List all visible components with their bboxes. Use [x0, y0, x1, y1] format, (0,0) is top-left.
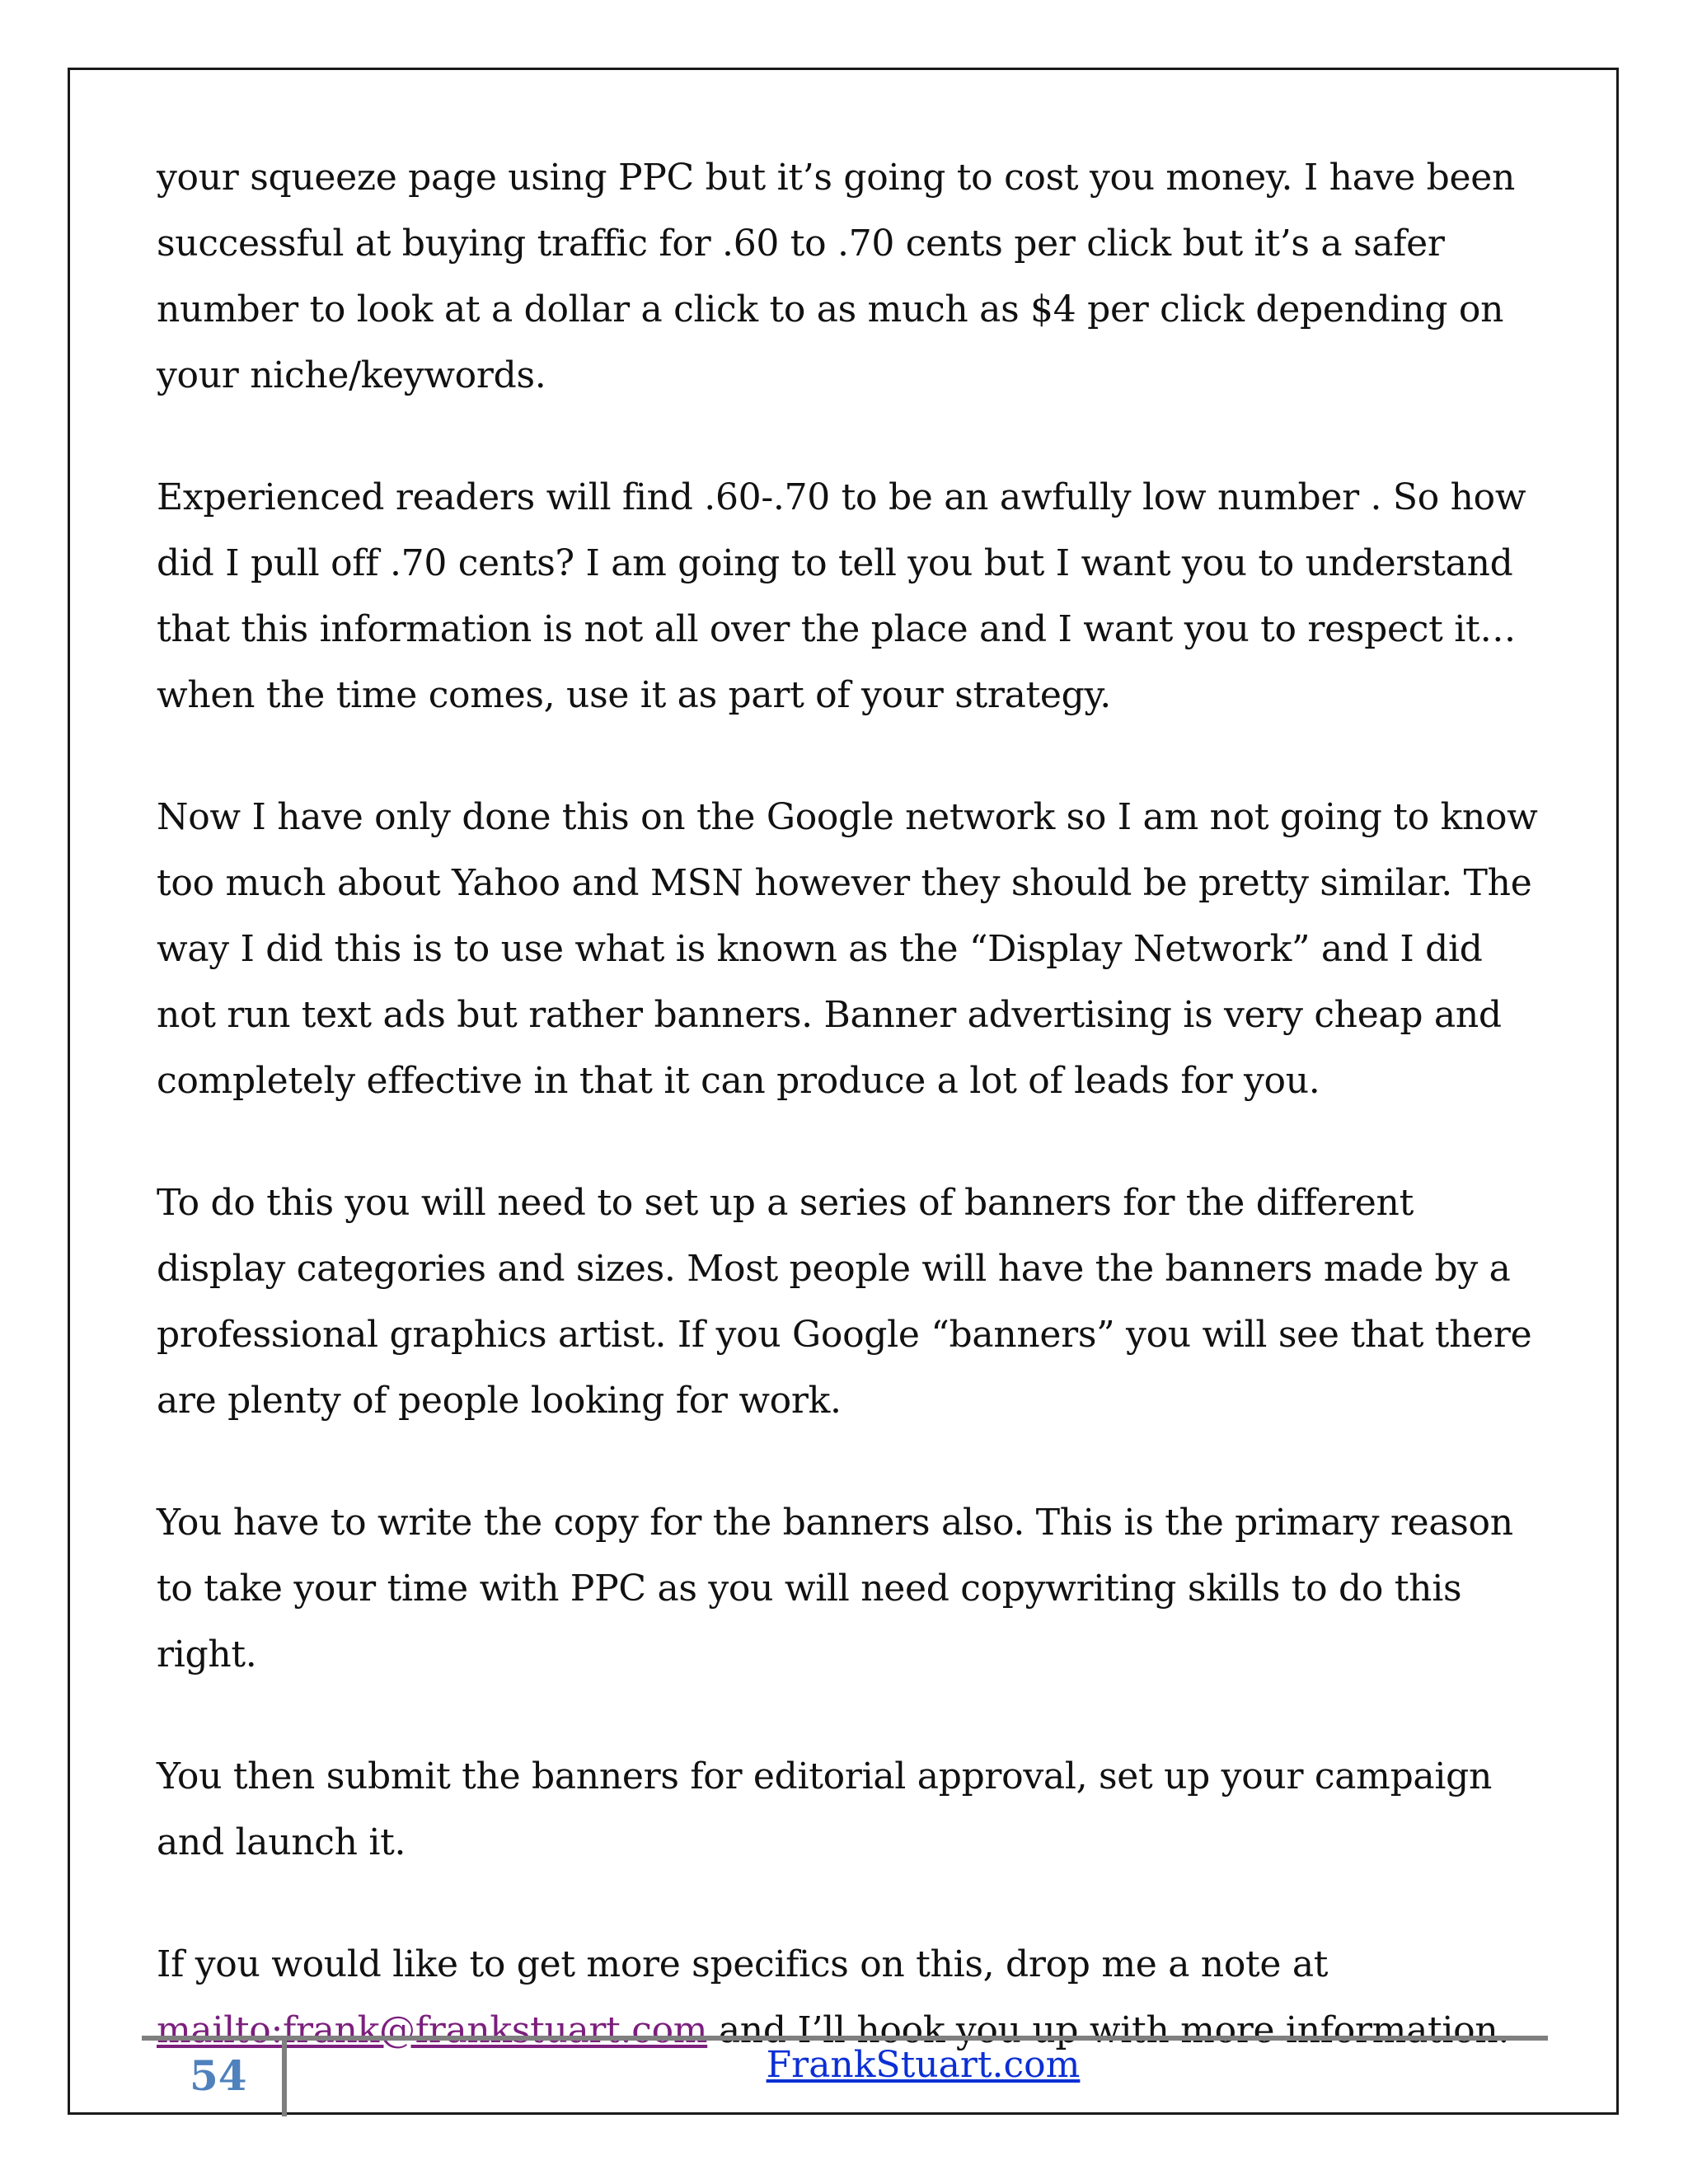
- paragraph-2: Experienced readers will find .60-.70 to be an awfully low number . So how did I pull off .70 cents? I am going to tell you but I want you to understand that this information is not all over the place and I want you to respect it… when the time comes, use it as part of your strategy.: [157, 476, 1526, 716]
- page-number: 54: [190, 2051, 247, 2100]
- paragraph-4: To do this you will need to set up a series of banners for the different display categories and sizes. Most people will have the banners made by a professional graphics artist. If you Google “banners” you will see that there are plenty of people looking for work.: [157, 1182, 1532, 1422]
- email-link[interactable]: mailto:frank@frankstuart.com: [157, 2009, 708, 2051]
- paragraph-3: Now I have only done this on the Google network so I am not going to know too much about Yahoo and MSN however they should be pretty similar. The way I did this is to use what is known as the “Display Network” and I did not run text ads but rather banners. Banner advertising is very cheap and completely effective in that it can produce a lot of leads for you.: [157, 796, 1538, 1102]
- paragraph-7-intro: If you would like to get more specifics on this, drop me a note at: [157, 1943, 1329, 1985]
- paragraph-5: You have to write the copy for the banners also. This is the primary reason to take your time with PPC as you will need copywriting skills to do this right.: [157, 1502, 1513, 1675]
- page-content: [157, 145, 1541, 2064]
- paragraph-1: your squeeze page using PPC but it’s going to cost you money. I have been successful at buying traffic for .60 to .70 cents per click but it’s a safer number to look at a dollar a click to as much as $4 per click depending on your niche/keywords.: [157, 157, 1515, 396]
- paragraph-6: You then submit the banners for editorial approval, set up your campaign and launch it.: [157, 1755, 1493, 1863]
- footer-site-link[interactable]: FrankStuart.com: [766, 2044, 1081, 2086]
- paragraph-7-outro: and I’ll hook you up with more information.: [707, 2009, 1510, 2051]
- footer-divider: [282, 2041, 287, 2116]
